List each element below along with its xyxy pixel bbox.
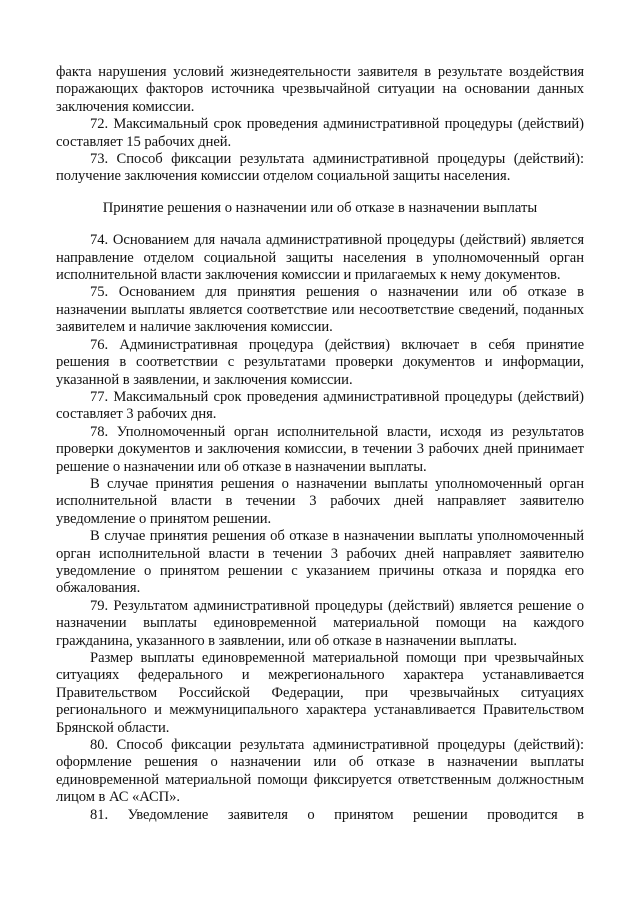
document-body [56, 64, 584, 824]
paragraph-78: 78. Уполномоченный орган исполнительной власти, исходя из результатов проверки документов и заключения комиссии, в течении 3 рабочих дней принимает решение о назначении или об отказе в назначении выплаты. [56, 423, 584, 475]
paragraph-continuation: факта нарушения условий жизнедеятельности заявителя в результате воздействия поражающих факторов источника чрезвычайной ситуации на основании данных заключения комиссии. [56, 64, 584, 115]
paragraph-78-grant: В случае принятия решения о назначении выплаты уполномоченный орган исполнительной власти в течении 3 рабочих дней направляет заявителю уведомление о принятом решении. [56, 475, 584, 527]
paragraph-74: 74. Основанием для начала административной процедуры (действий) является направление отделом социальной защиты населения в уполномоченный орган исполнительной власти заключения комиссии и прилагаемых к нему документов. [56, 232, 584, 284]
paragraph-80: 80. Способ фиксации результата административной процедуры (действий): оформление решения о назначении или об отказе в назначении выплаты единовременной материальной помощи фиксируется ответственным должностным лицом в АС «АСП». [56, 737, 584, 806]
paragraph-79: 79. Результатом административной процедуры (действий) является решение о назначении выплаты единовременной материальной помощи на каждого гражданина, указанного в заявлении, или об отказе в назначении выплаты. [56, 597, 584, 649]
paragraph-78-refusal: В случае принятия решения об отказе в назначении выплаты уполномоченный орган исполнительной власти в течении 3 рабочих дней направляет заявителю уведомление о принятом решении с указанием причины отказа и порядка его обжалования. [56, 528, 584, 597]
paragraph-81: 81. Уведомление заявителя о принятом решении проводится в [90, 806, 584, 823]
section-heading: Принятие решения о назначении или об отказе в назначении выплаты [102, 199, 538, 216]
paragraph-72: 72. Максимальный срок проведения административной процедуры (действий) составляет 15 рабочих дней. [56, 116, 584, 150]
paragraph-79-amount: Размер выплаты единовременной материальной помощи при чрезвычайных ситуациях федерального и межрегионального характера устанавливается Правительством Российской Федерации, при чрезвычайных ситуациях регионального и межмуниципального характера устанавливается Правительством Брянской области. [56, 650, 584, 736]
paragraph-75: 75. Основанием для принятия решения о назначении или об отказе в назначении выплаты является соответствие или несоответствие сведений, поданных заявителем и наличие заключения комиссии. [56, 284, 584, 336]
paragraph-73: 73. Способ фиксации результата административной процедуры (действий): получение заключения комиссии отделом социальной защиты населения. [56, 151, 584, 185]
paragraph-77: 77. Максимальный срок проведения административной процедуры (действий) составляет 3 рабочих дня. [56, 388, 584, 423]
paragraph-76: 76. Административная процедура (действия) включает в себя принятие решения в соответствии с результатами проверки документов и информации, указанной в заявлении, и заключения комиссии. [56, 336, 584, 388]
